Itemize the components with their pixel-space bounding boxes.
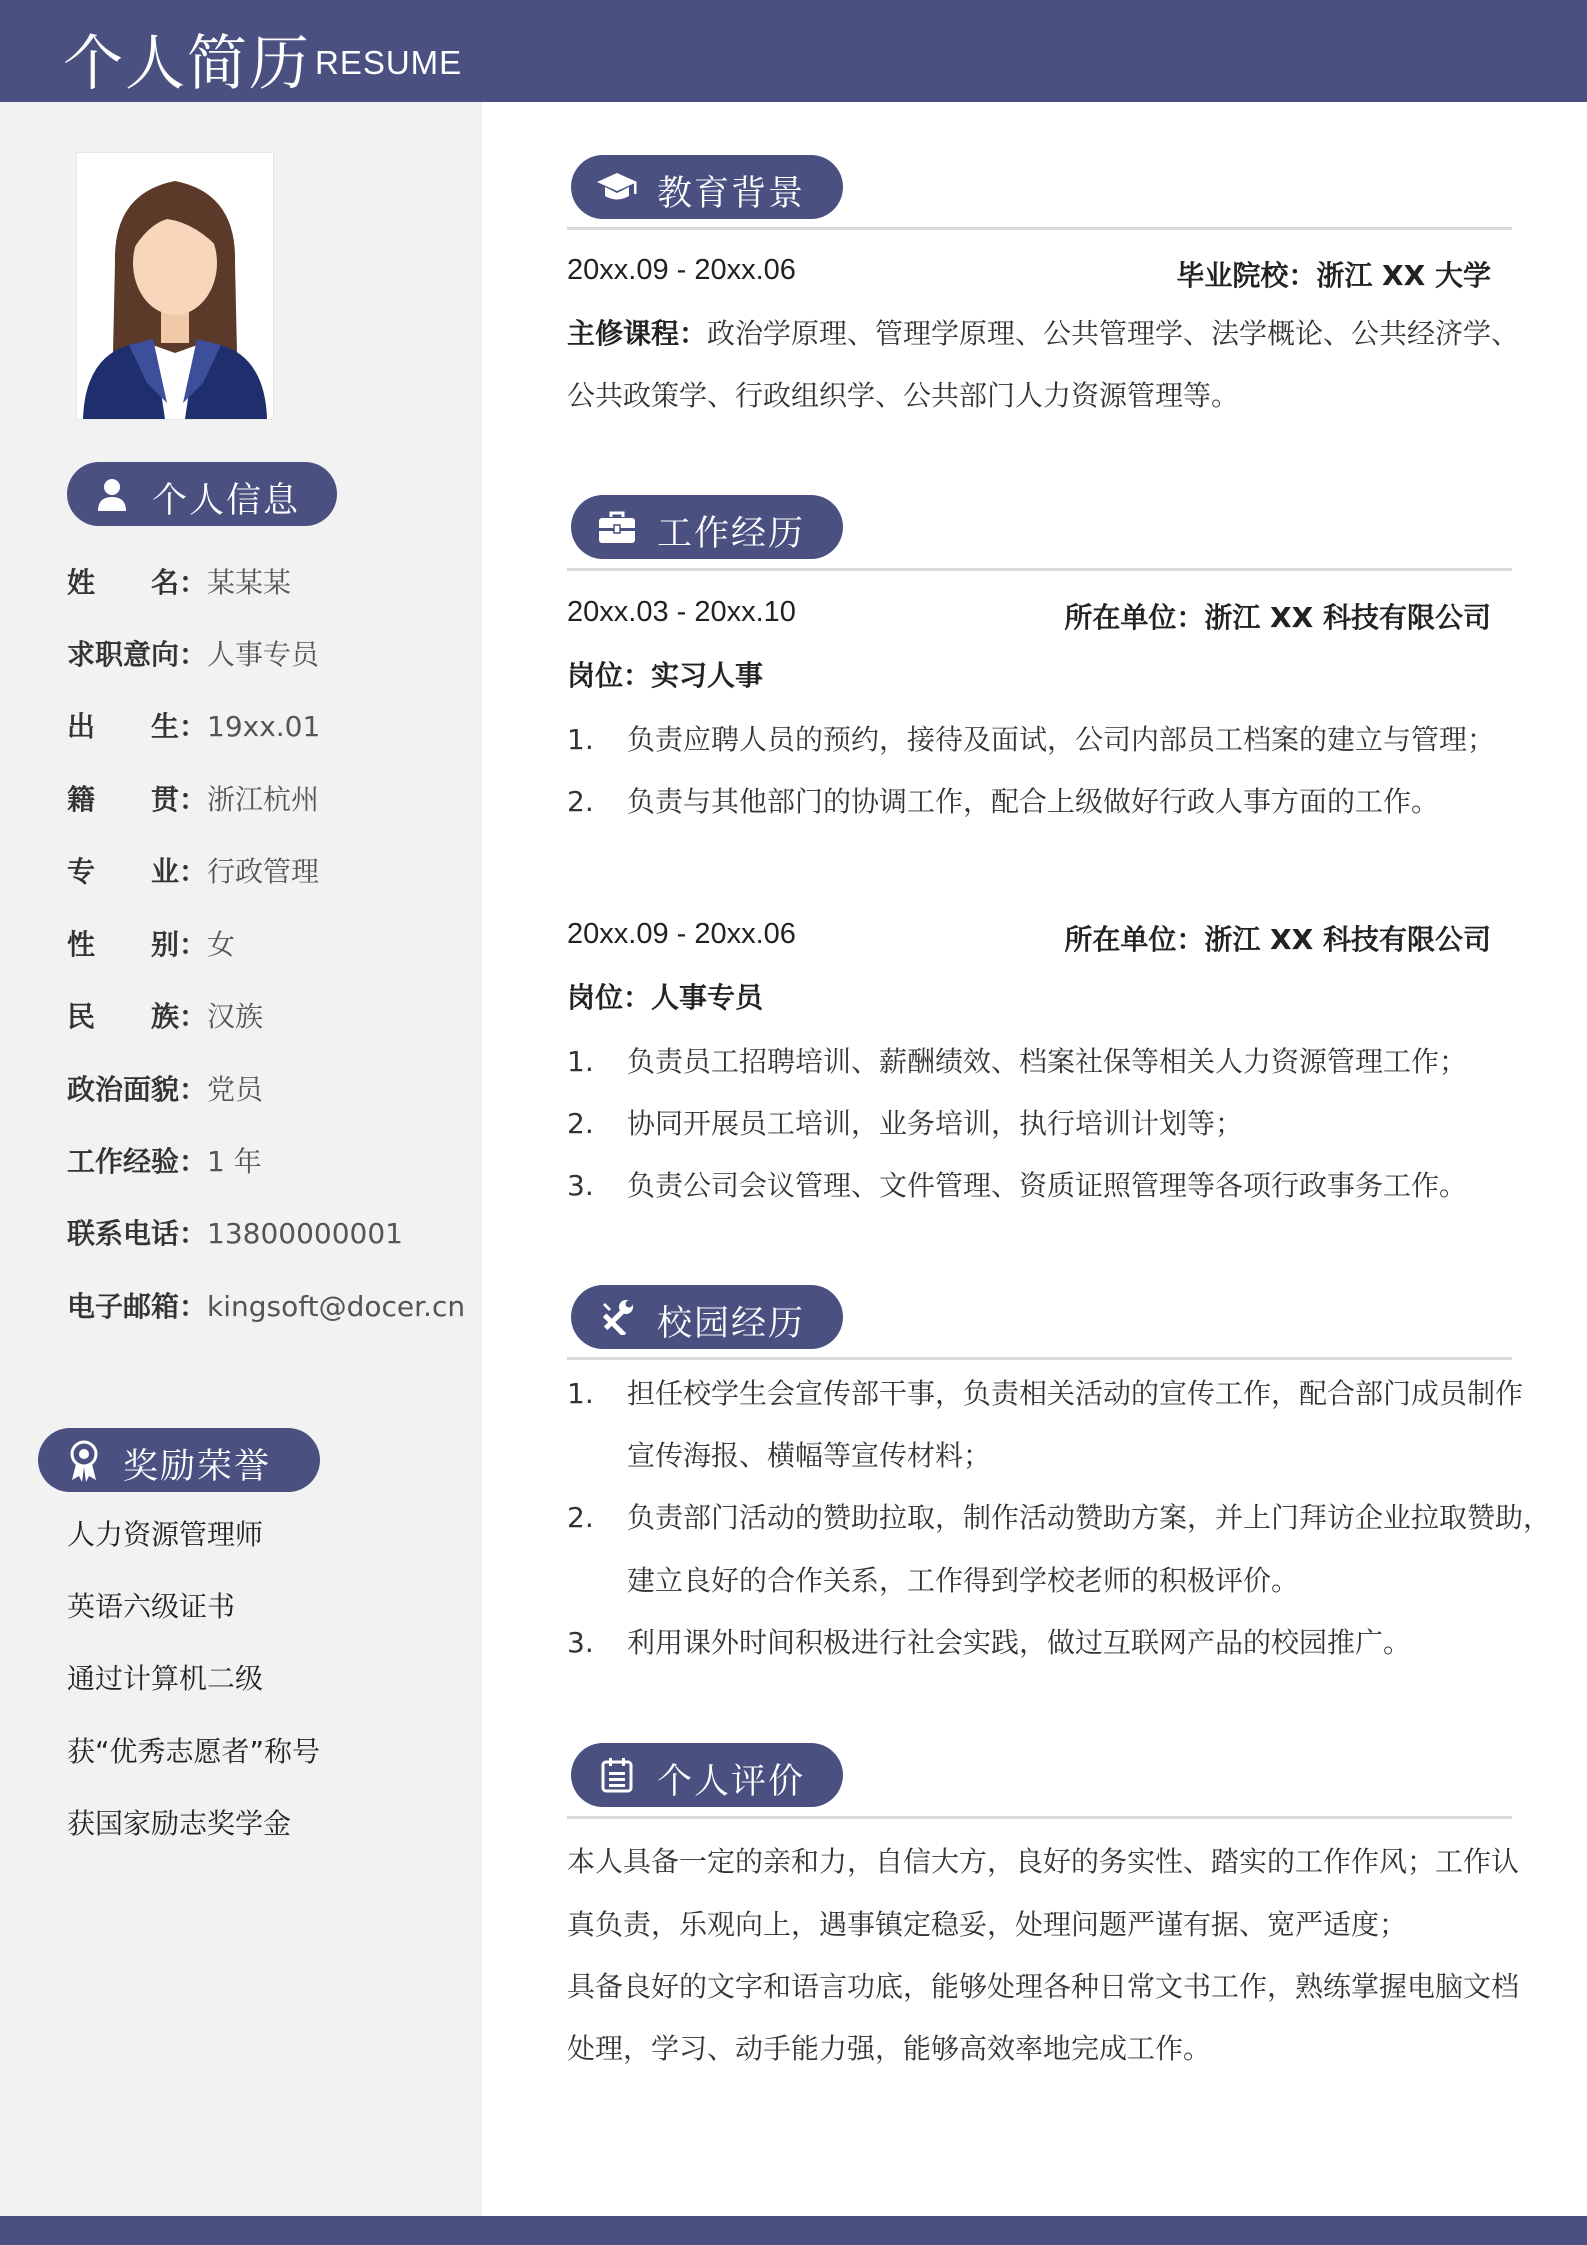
award-item: 获“优秀志愿者”称号 [67,1735,321,1768]
section-divider [567,1357,1512,1360]
info-row-major: 专 业：行政管理 [67,855,320,888]
info-row-gender: 性 别：女 [67,928,236,961]
info-row-hometown: 籍 贯：浙江杭州 [67,783,320,816]
profile-photo [76,152,274,420]
info-row-political: 政治面貌：党员 [67,1073,264,1106]
job-position: 岗位：实习人事 [567,659,764,692]
education-date: 20xx.09 - 20xx.06 [567,254,796,286]
evaluation-text: 真负责，乐观向上，遇事镇定稳妥，处理问题严谨有据、宽严适度； [567,1908,1408,1941]
info-row-birth: 出 生：19xx.01 [67,710,321,743]
education-courses-cont: 公共政策学、行政组织学、公共部门人力资源管理等。 [567,379,1240,412]
info-row-experience: 工作经验：1 年 [67,1145,262,1178]
work-label: 工作经历 [657,514,806,554]
job-date: 20xx.03 - 20xx.10 [567,596,796,628]
person-icon [95,477,129,511]
award-item: 英语六级证书 [67,1590,236,1623]
job-company: 所在单位：浙江 XX 科技有限公司 [1064,923,1491,956]
campus-heading [571,1285,843,1349]
campus-item: 3. 利用课外时间积极进行社会实践，做过互联网产品的校园推广。 [567,1626,1412,1659]
job-position: 岗位：人事专员 [567,981,764,1014]
award-item: 通过计算机二级 [67,1662,264,1695]
evaluation-text: 具备良好的文字和语言功底，能够处理各种日常文书工作，熟练掌握电脑文档 [567,1970,1520,2003]
campus-item: 1. 担任校学生会宣传部干事，负责相关活动的宣传工作，配合部门成员制作 [567,1377,1524,1410]
campus-label: 校园经历 [657,1304,806,1344]
resume-title: 个人简历 [63,29,311,99]
job-date: 20xx.09 - 20xx.06 [567,918,796,950]
job-duty: 1. 负责员工招聘培训、薪酬绩效、档案社保等相关人力资源管理工作； [567,1045,1468,1078]
info-row-objective: 求职意向：人事专员 [67,638,320,671]
job-duty: 2. 协同开展员工培训，业务培训，执行培训计划等； [567,1107,1244,1140]
briefcase-icon [597,511,637,545]
campus-item-cont: 建立良好的合作关系，工作得到学校老师的积极评价。 [627,1564,1300,1597]
graduation-cap-icon [595,171,639,205]
header-bar [0,0,1587,102]
info-row-name: 姓 名：某某某 [67,566,292,599]
award-item: 人力资源管理师 [67,1518,264,1551]
job-duty: 1. 负责应聘人员的预约，接待及面试，公司内部员工档案的建立与管理； [567,723,1496,756]
section-divider [567,227,1512,230]
education-heading [571,155,843,219]
personal-info-heading [67,462,337,526]
job-company: 所在单位：浙江 XX 科技有限公司 [1064,601,1491,634]
job-duty: 2. 负责与其他部门的协调工作，配合上级做好行政人事方面的工作。 [567,785,1440,818]
campus-item-cont: 宣传海报、横幅等宣传材料； [627,1439,992,1472]
education-courses: 主修课程：政治学原理、管理学原理、公共管理学、法学概论、公共经济学、 [567,317,1520,350]
medal-icon [68,1440,100,1482]
evaluation-heading [571,1743,843,1807]
resume-subtitle: RESUME [315,44,463,81]
award-item: 获国家励志奖学金 [67,1807,292,1840]
awards-heading [38,1428,320,1492]
evaluation-text: 处理，学习、动手能力强，能够高效率地完成工作。 [567,2032,1212,2065]
info-row-phone: 联系电话：13800000001 [67,1217,403,1250]
footer-bar [0,2216,1587,2245]
info-row-email: 电子邮箱：kingsoft@docer.cn [67,1290,466,1323]
campus-item: 2. 负责部门活动的赞助拉取，制作活动赞助方案，并上门拜访企业拉取赞助， [567,1501,1552,1534]
section-divider [567,1816,1512,1819]
info-row-ethnicity: 民 族：汉族 [67,1000,264,1033]
evaluation-text: 本人具备一定的亲和力，自信大方，良好的务实性、踏实的工作作风；工作认 [567,1845,1520,1878]
evaluation-label: 个人评价 [657,1762,806,1802]
education-label: 教育背景 [657,174,806,214]
tools-icon [599,1299,635,1335]
awards-label: 奖励荣誉 [123,1447,272,1487]
notepad-icon [601,1757,633,1793]
section-divider [567,568,1512,571]
work-heading [571,495,843,559]
job-duty: 3. 负责公司会议管理、文件管理、资质证照管理等各项行政事务工作。 [567,1169,1468,1202]
education-school: 毕业院校：浙江 XX 大学 [1176,259,1491,292]
personal-info-label: 个人信息 [152,481,301,521]
